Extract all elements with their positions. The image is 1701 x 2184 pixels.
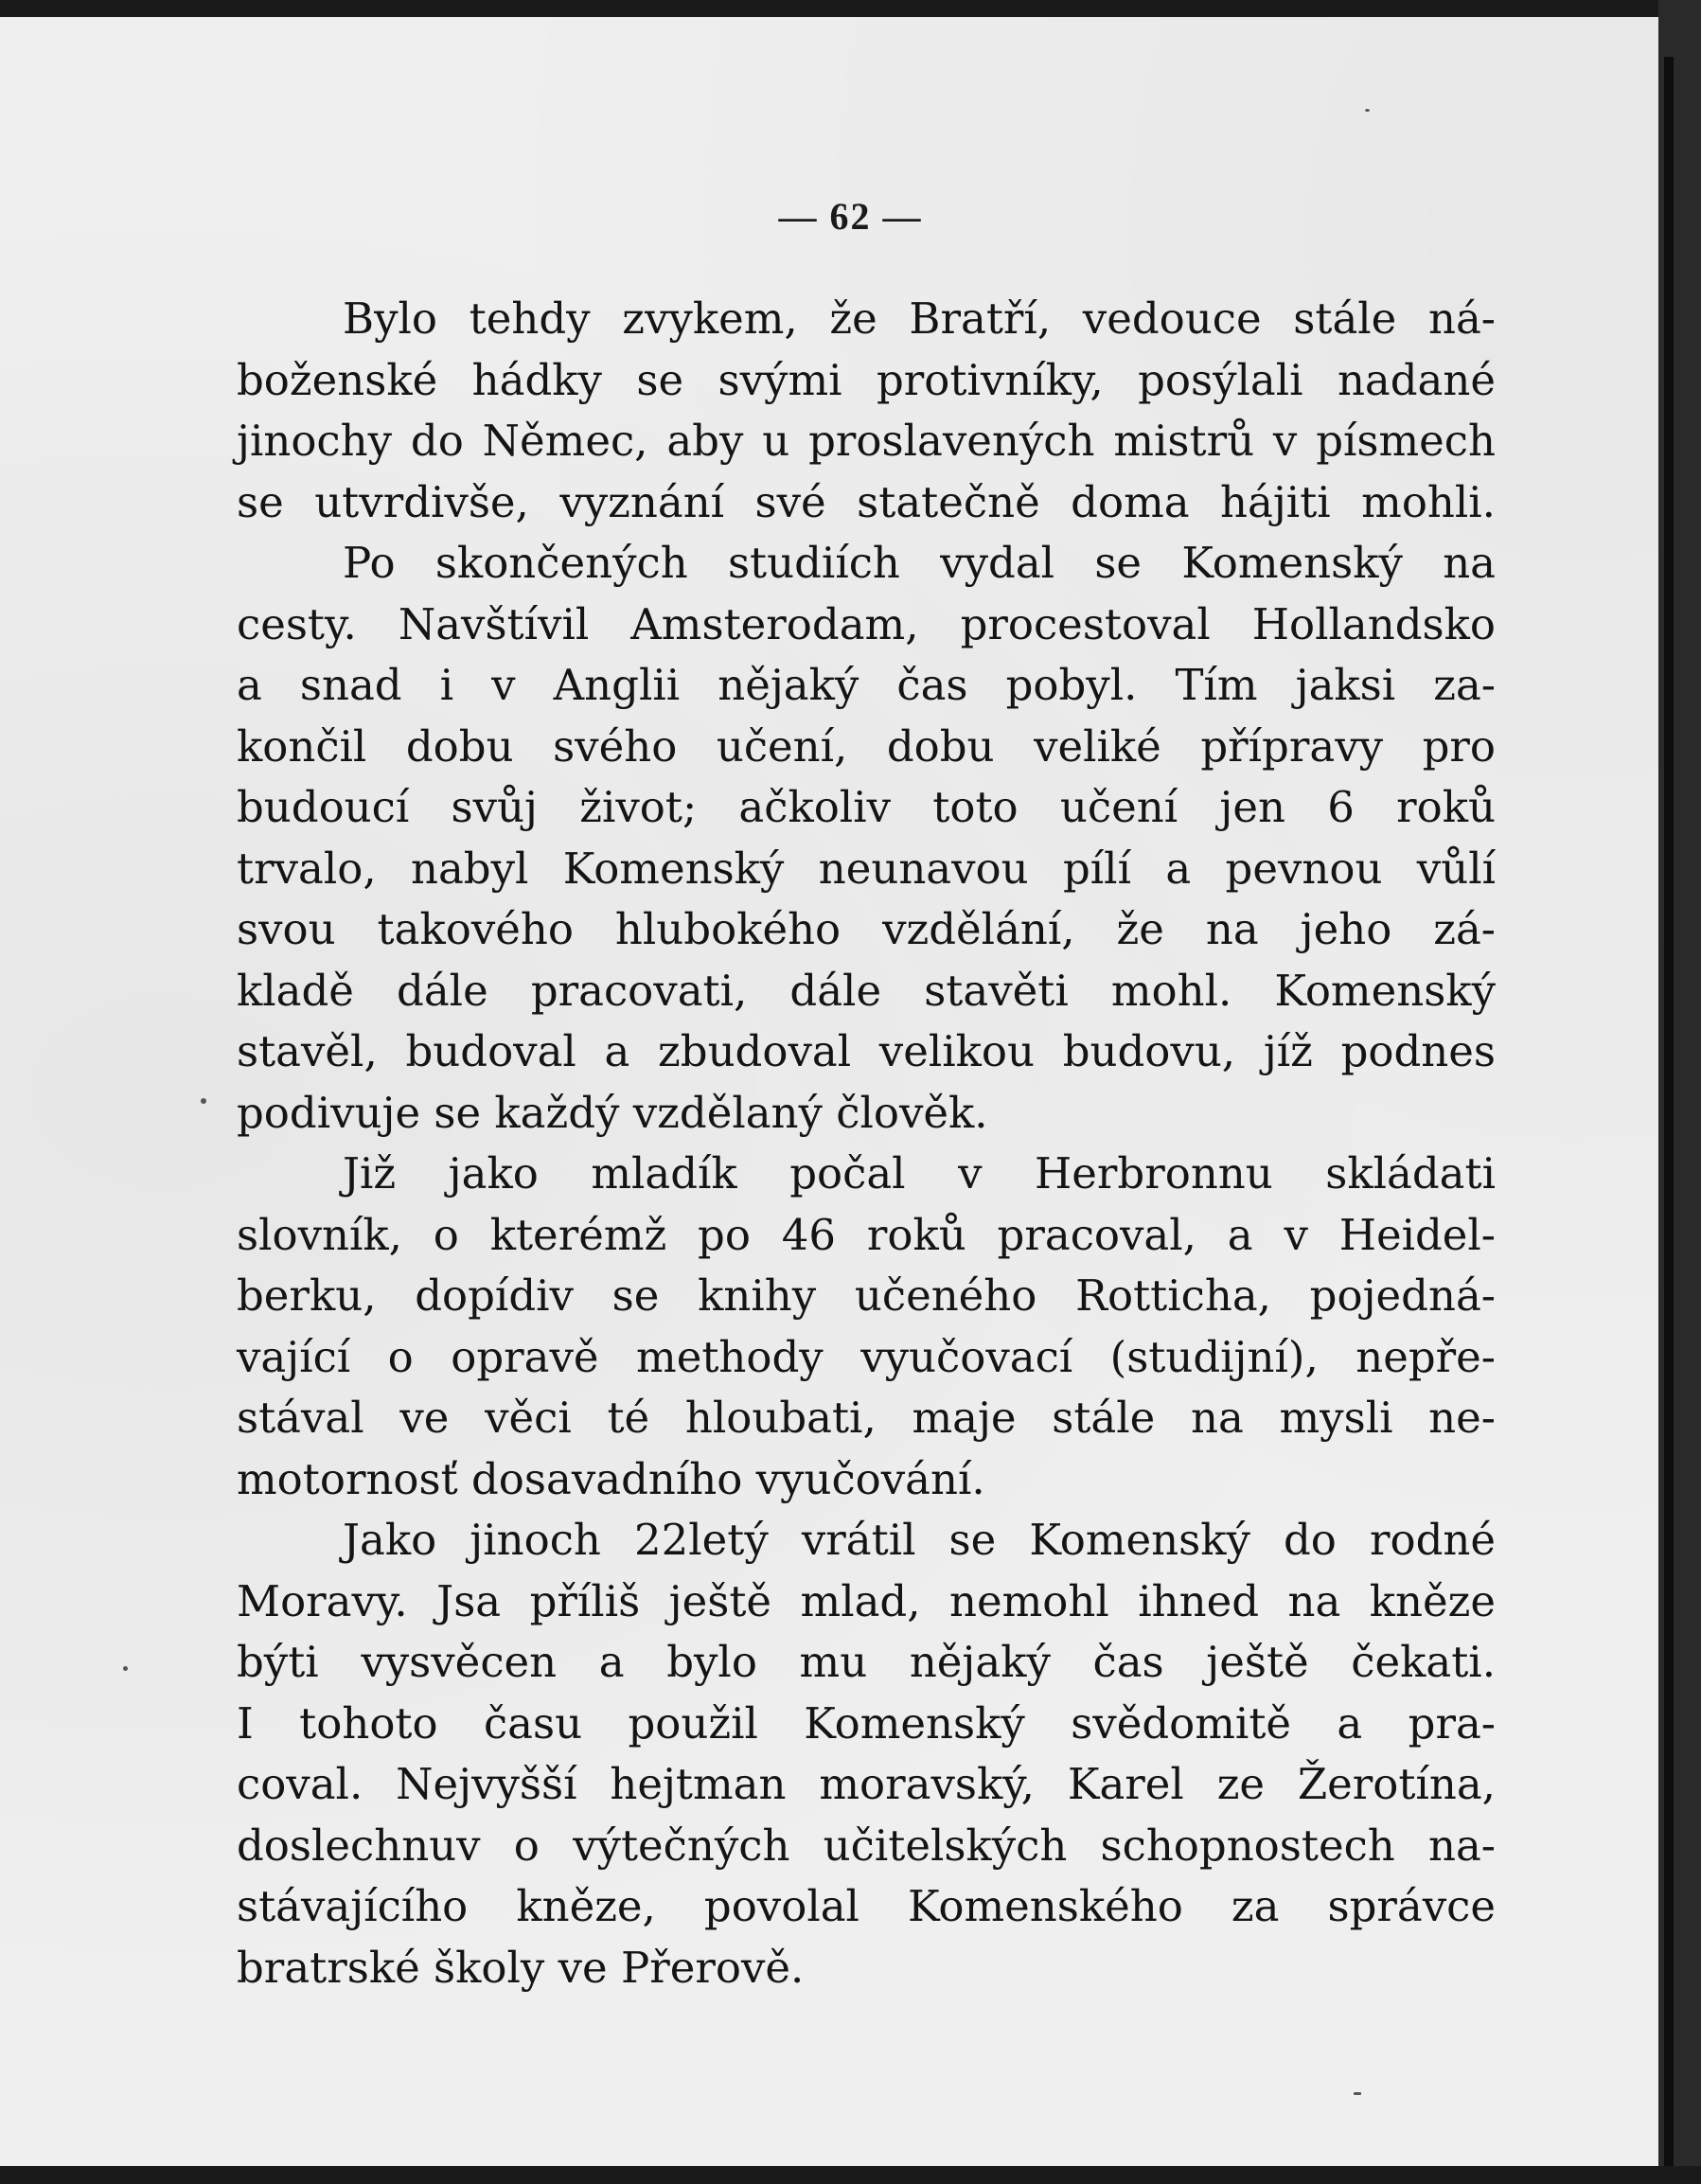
text-line: svou takového hlubokého vzdělání, že na jeho zá- — [237, 904, 1496, 954]
text-line: boženské hádky se svými protivníky, posýlali nadané — [237, 354, 1496, 405]
text-line: budoucí svůj život; ačkoliv toto učení jen 6 roků — [237, 782, 1496, 832]
scan-speck — [1354, 2092, 1361, 2095]
text-line: Moravy. Jsa příliš ještě mlad, nemohl ihned na kněze — [237, 1575, 1496, 1626]
text-line: stávajícího kněze, povolal Komenského za správce — [237, 1881, 1496, 1931]
scan-bottom-edge — [0, 2166, 1701, 2184]
text-line: stavěl, budoval a zbudoval velikou budovu, jíž podnes — [237, 1026, 1496, 1076]
text-line: berku, dopídiv se knihy učeného Rotticha, pojedná- — [237, 1270, 1496, 1321]
scan-speck — [201, 1098, 206, 1104]
text-line: jinochy do Němec, aby u proslavených mistrů v písmech — [237, 416, 1496, 466]
text-line: bratrské školy ve Přerově. — [237, 1942, 805, 1993]
text-line: podivuje se každý vzdělaný člověk. — [237, 1087, 988, 1138]
text-line: a snad i v Anglii nějaký čas pobyl. Tím jaksi za- — [237, 660, 1496, 710]
book-spine-shadow — [1664, 57, 1674, 2168]
text-line: kladě dále pracovati, dále stavěti mohl. Komenský — [237, 965, 1496, 1016]
text-line: trvalo, nabyl Komenský neunavou pílí a pevnou vůlí — [237, 843, 1496, 894]
text-line: coval. Nejvyšší hejtman moravský, Karel ze Žerotína, — [237, 1759, 1496, 1809]
text-line: býti vysvěcen a bylo mu nějaký čas ještě čekati. — [237, 1637, 1496, 1687]
text-line: I tohoto času použil Komenský svědomitě a pra- — [237, 1697, 1496, 1749]
text-line: cesty. Navštívil Amsterodam, procestoval Hollandsko — [237, 598, 1496, 649]
body-text — [237, 289, 1496, 1998]
text-line: Po skončených studiích vydal se Komenský na — [343, 538, 1496, 588]
text-line: Jako jinoch 22letý vrátil se Komenský do rodné — [343, 1515, 1496, 1565]
scan-speck — [123, 1666, 128, 1671]
text-line: vající o opravě methody vyučovací (studijní), nepře- — [237, 1331, 1496, 1382]
text-line: se utvrdivše, vyznání své statečně doma hájiti mohli. — [237, 476, 1496, 527]
scan-top-edge — [0, 0, 1701, 17]
page-number: — 62 — — [778, 195, 923, 238]
scan-right-edge — [1658, 0, 1701, 2184]
text-line: Již jako mladík počal v Herbronnu skládati — [343, 1148, 1496, 1199]
scan-speck — [1365, 109, 1370, 112]
text-line: Bylo tehdy zvykem, že Bratří, vedouce stále ná- — [343, 293, 1496, 344]
text-line: slovník, o kterémž po 46 roků pracoval, a v Heidel- — [237, 1209, 1496, 1260]
text-line: končil dobu svého učení, dobu veliké přípravy pro — [237, 720, 1496, 772]
text-line: stával ve věci té hloubati, maje stále na mysli ne- — [237, 1393, 1496, 1443]
text-line: doslechnuv o výtečných učitelských schopnostech na- — [237, 1820, 1496, 1871]
text-line: motornosť dosavadního vyučování. — [237, 1453, 985, 1504]
